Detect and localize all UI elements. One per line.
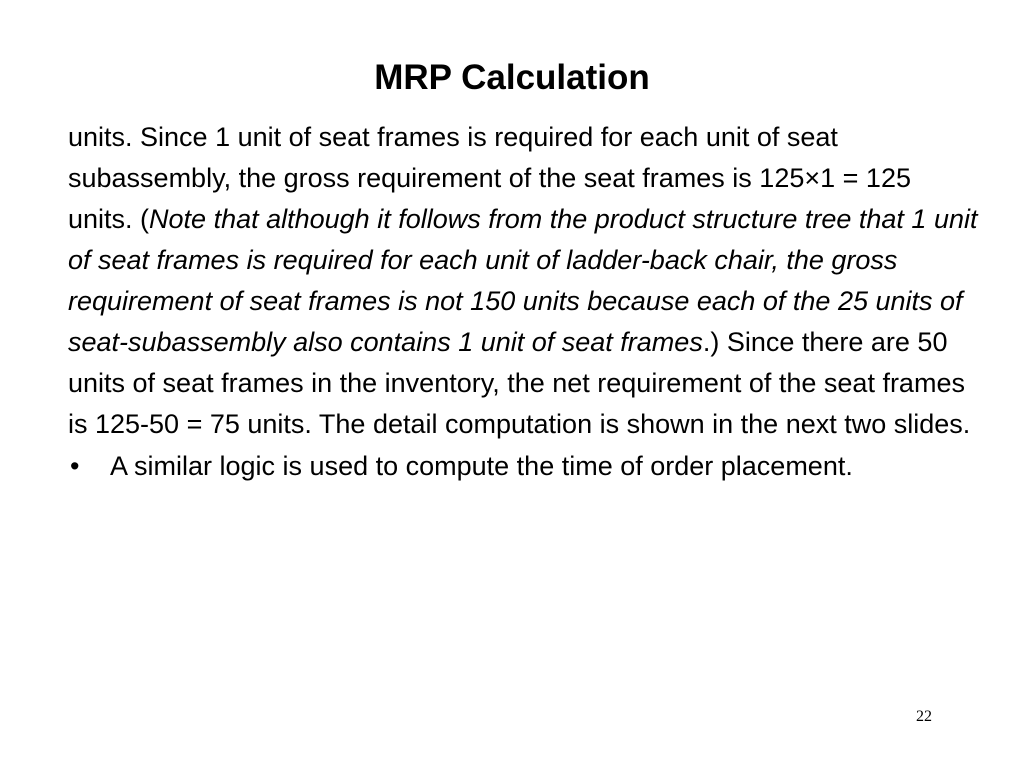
paragraph-text-part-1: units. Since 1 unit of seat frames is required for each unit of seat subassembly, the gross requirement of the seat frames is 125: [68, 122, 838, 193]
bullet-item: [68, 446, 978, 487]
bullet-marker: •: [70, 451, 80, 481]
italic-note: Note that although it follows from the product structure tree that 1 unit of seat frames is required for each unit of ladder-back chair, the gross requirement of seat frames is not 150 units because each of the 25 units of seat-subassembly also contains 1 unit of seat frames: [68, 204, 978, 357]
paragraph-text-part-3: .) Since there are 50 units of seat frames in the inventory, the net requirement of the seat frames is 125-50 = 75 units. The detail computation is shown in the next two slides.: [68, 327, 971, 439]
paragraph-text-part-2: 1 = 125 units. (: [68, 163, 911, 234]
continued-paragraph: [68, 117, 978, 445]
multiplication-symbol: ×: [804, 163, 821, 193]
bullet-text: A similar logic is used to compute the time of order placement.: [110, 451, 853, 481]
page-number: 22: [916, 708, 932, 725]
slide-title: MRP Calculation: [374, 58, 650, 98]
slide-body: [68, 117, 978, 487]
